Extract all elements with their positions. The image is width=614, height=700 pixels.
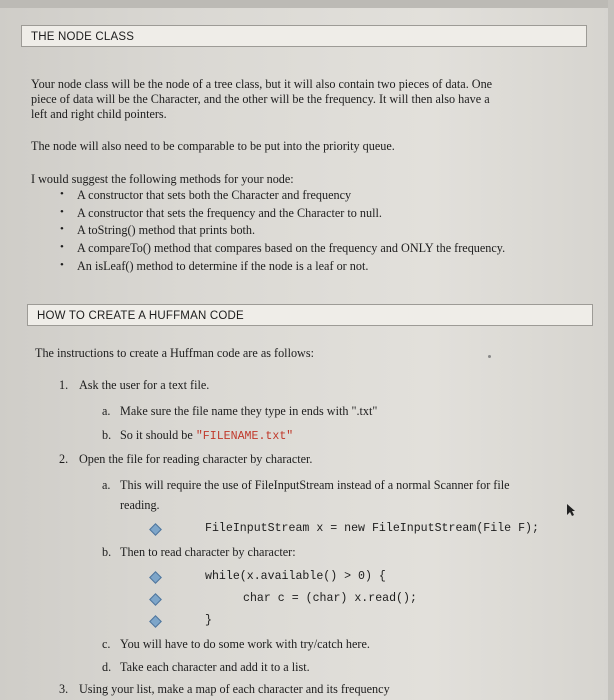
substep-letter: b. [102,545,112,559]
substep-text: Take each character and add it to a list. [120,660,310,674]
list-item: A toString() method that prints both. [77,223,256,237]
bullet-icon: • [60,188,64,200]
substep-letter: d. [102,660,112,674]
speck-dot [488,355,491,358]
section-heading-node-class: THE NODE CLASS [21,25,587,47]
substep-text-lead: So it should be [120,428,196,442]
bullet-icon: • [60,223,64,235]
substep-text: This will require the use of FileInputStream instead of a normal Scanner for file [120,478,510,492]
paragraph-line: piece of data will be the Character, and the other will be the frequency. It will then also have a [31,92,490,106]
methods-intro: I would suggest the following methods for your node: [31,172,294,186]
list-item: A compareTo() method that compares based on the frequency and ONLY the frequency. [77,241,506,255]
substep-letter: b. [102,428,112,442]
step-text: Ask the user for a text file. [79,378,210,392]
substep-letter: c. [102,637,111,651]
code-line: char c = (char) x.read(); [243,592,417,605]
paragraph-line: Your node class will be the node of a tree class, but it will also contain two pieces of data. One [31,77,493,91]
substep-text: Then to read character by character: [120,545,296,559]
paragraph-line: left and right child pointers. [31,107,167,121]
bullet-icon: • [60,206,64,218]
code-line: } [205,614,212,627]
substep-text [120,428,293,444]
code-diamond-icon [149,571,162,584]
code-diamond-icon [149,615,162,628]
step-number: 1. [59,378,69,392]
substep-text: You will have to do some work with try/catch here. [120,637,370,651]
list-item: A constructor that sets both the Character and frequency [77,188,352,202]
step-number: 2. [59,452,69,466]
step-text: Using your list, make a map of each character and its frequency [79,682,390,696]
code-diamond-icon [149,593,162,606]
instructions-intro: The instructions to create a Huffman code are as follows: [35,346,314,360]
cursor-arrow-icon [566,503,576,522]
code-diamond-icon [149,523,162,536]
substep-letter: a. [102,404,111,418]
paragraph: The node will also need to be comparable to be put into the priority queue. [31,139,395,153]
step-number: 3. [59,682,69,696]
substep-text: reading. [120,498,160,512]
page-top-edge [0,0,614,8]
bullet-icon: • [60,259,64,271]
code-line: while(x.available() > 0) { [205,570,386,583]
list-item: An isLeaf() method to determine if the node is a leaf or not. [77,259,369,273]
list-item: A constructor that sets the frequency and the Character to null. [77,206,382,220]
code-line: FileInputStream x = new FileInputStream(File F); [205,522,539,535]
page-right-edge [608,0,614,700]
step-text: Open the file for reading character by character. [79,452,313,466]
section-heading-huffman: HOW TO CREATE A HUFFMAN CODE [27,304,593,326]
bullet-icon: • [60,241,64,253]
substep-text: Make sure the file name they type in ends with ".txt" [120,404,378,418]
substep-letter: a. [102,478,111,492]
filename-code: "FILENAME.txt" [195,430,294,443]
